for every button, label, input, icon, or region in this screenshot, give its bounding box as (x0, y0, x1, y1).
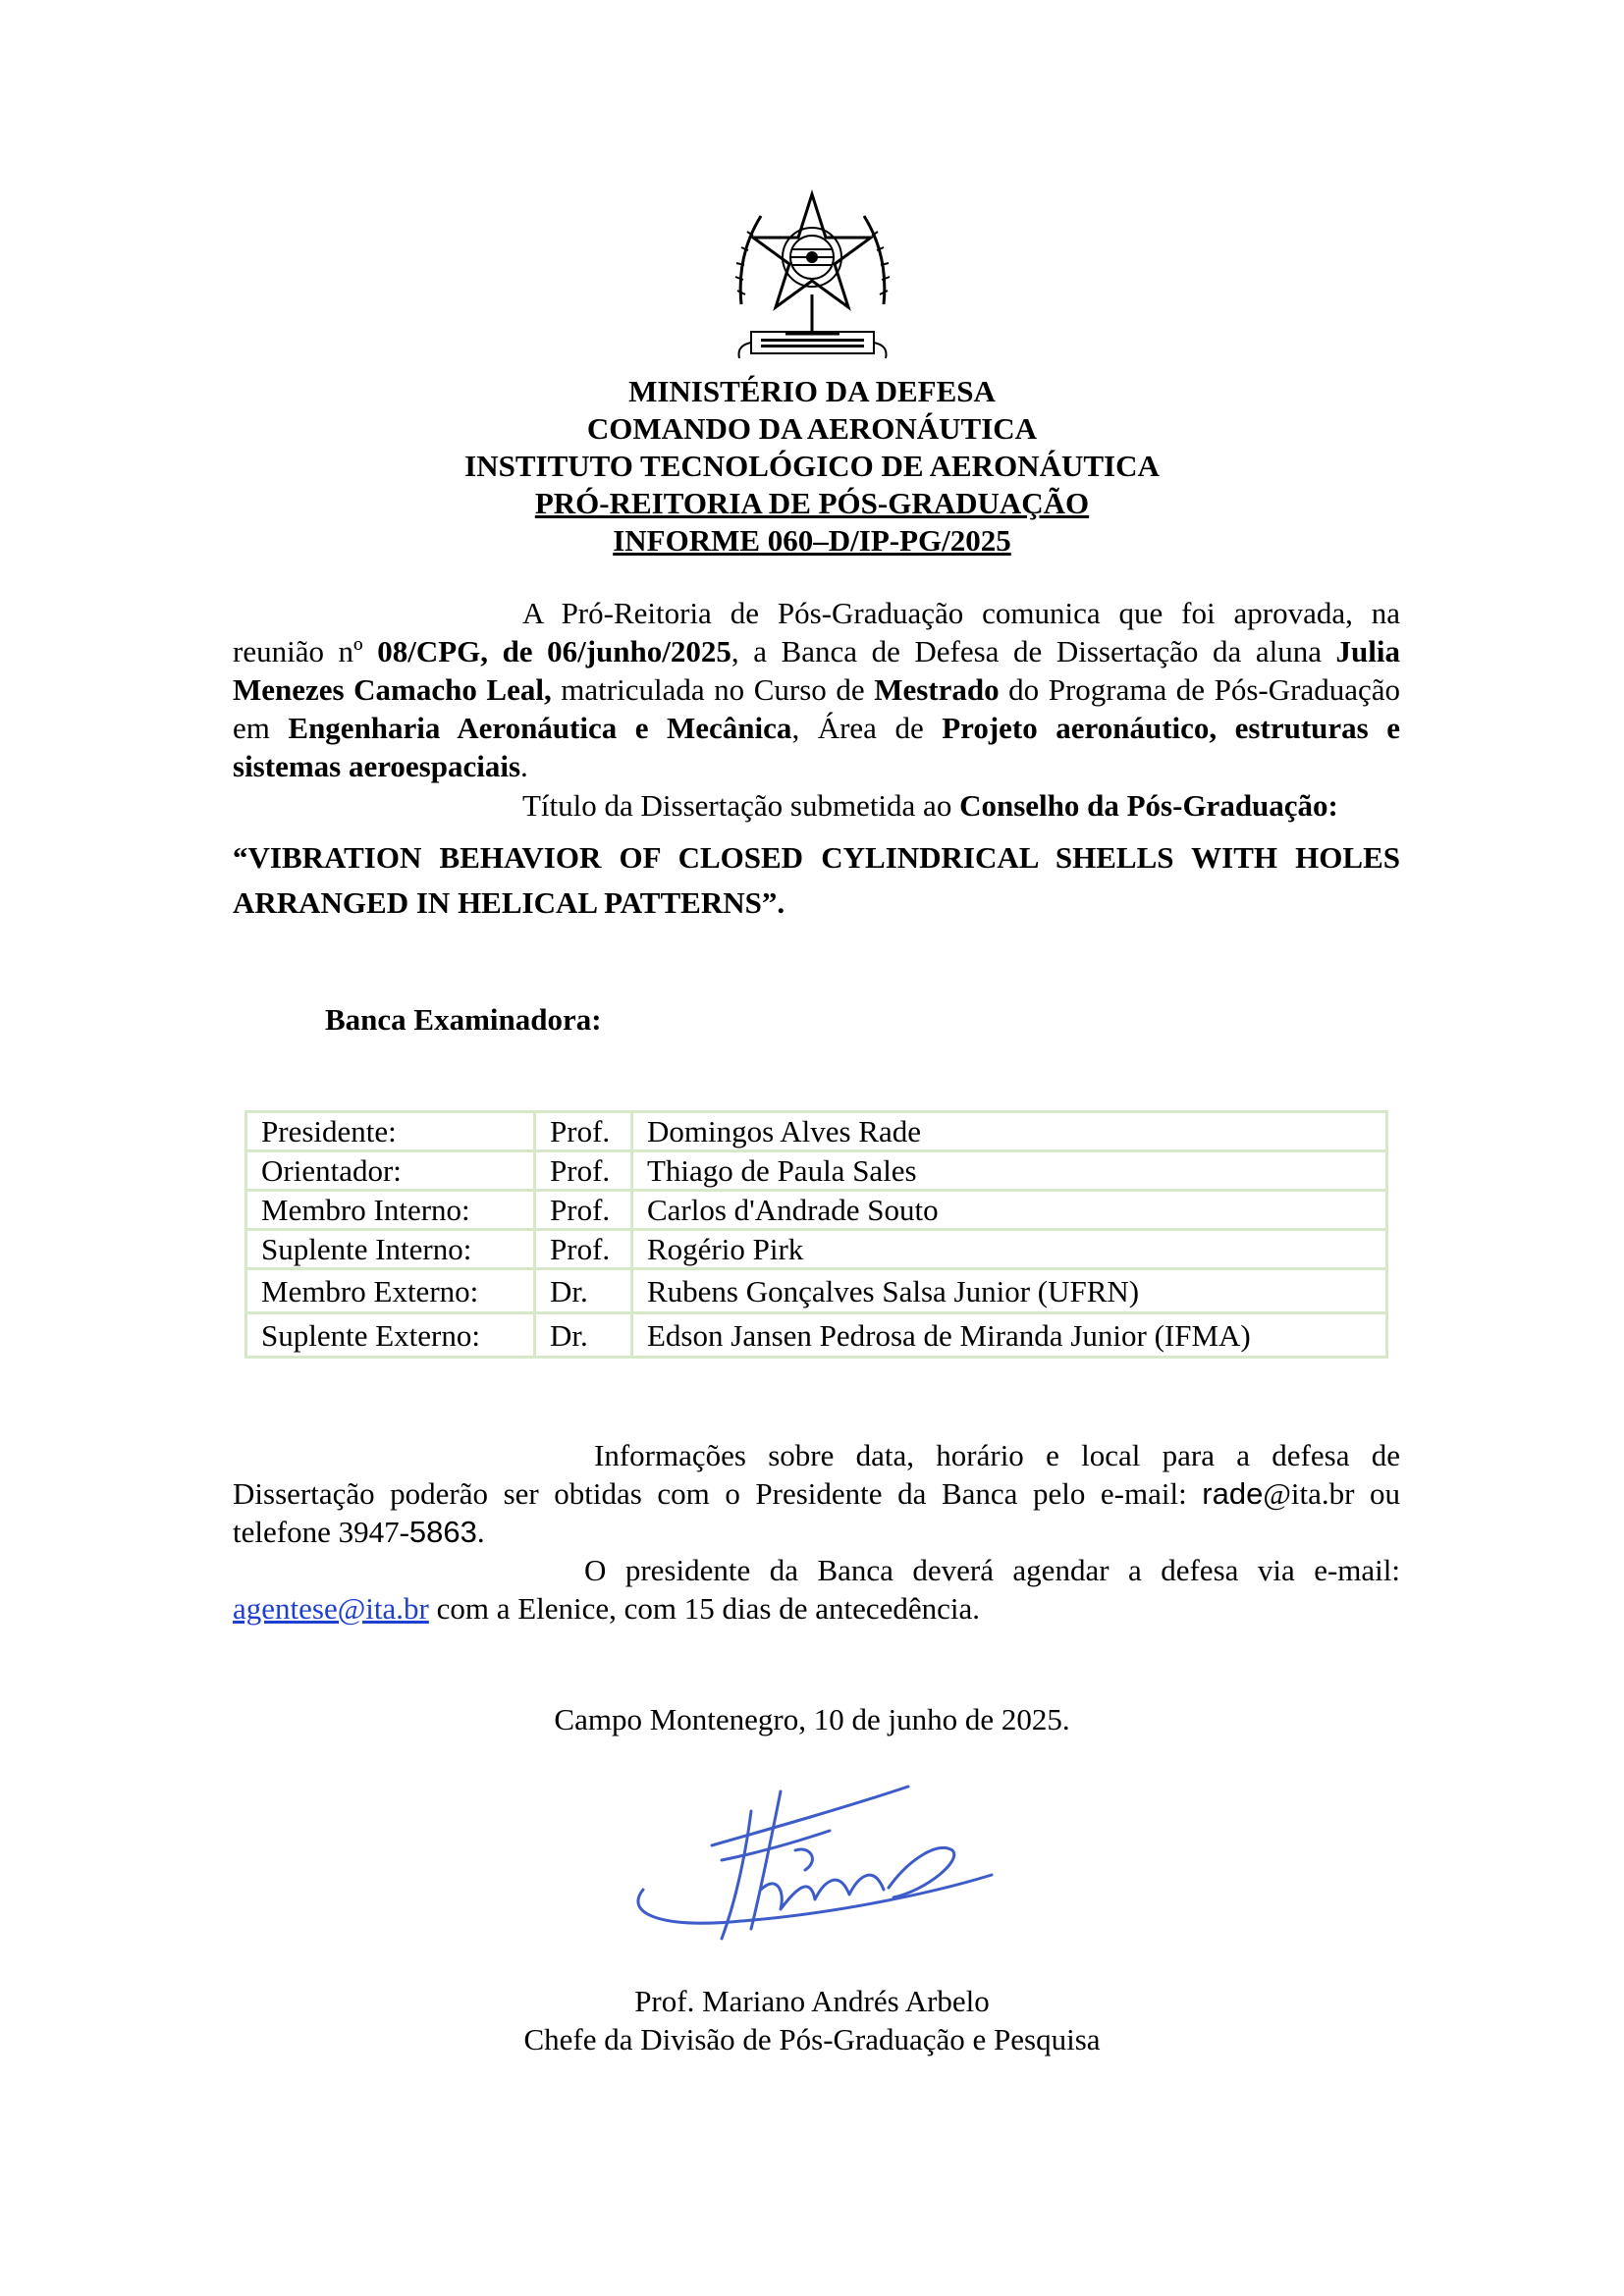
board-title: Prof. (535, 1151, 632, 1191)
table-row (246, 1151, 1387, 1191)
board-title: Dr. (535, 1269, 632, 1313)
schedule-paragraph: O presidente da Banca deverá agendar a defesa via e-mail: agentese@ita.br com a Elenice, com 15 dias de antecedência. (233, 1553, 1400, 1626)
student-name: Julia Menezes Camacho Leal, (233, 634, 1400, 707)
ministry-heading: MINISTÉRIO DA DEFESA (628, 374, 996, 408)
board-member-name: Rubens Gonçalves Salsa Junior (UFRN) (632, 1269, 1387, 1313)
table-row (246, 1313, 1387, 1358)
board-member-name: Thiago de Paula Sales (632, 1151, 1387, 1191)
board-role: Presidente: (246, 1112, 535, 1151)
meeting-reference: 08/CPG, de 06/junho/2025 (377, 634, 731, 668)
board-member-name: Carlos d'Andrade Souto (632, 1191, 1387, 1230)
board-role: Suplente Interno: (246, 1230, 535, 1269)
program-name: Engenharia Aeronáutica e Mecânica (288, 711, 792, 745)
approval-paragraph: A Pró-Reitoria de Pós-Graduação comunica que foi aprovada, na reunião nº 08/CPG, de 06/junho/2025, a Banca de Defesa de Dissertação da aluna Julia Menezes Camacho Leal, matriculada no Curso de Mestrado do Programa de Pós-Graduação em Engenharia Aeronáutica e Mecânica, Área de Projeto aeronáutico, estruturas e sistemas aeroespaciais. (233, 596, 1400, 783)
place-and-date: Campo Montenegro, 10 de junho de 2025. (554, 1702, 1070, 1736)
board-role: Suplente Externo: (246, 1313, 535, 1358)
table-row (246, 1230, 1387, 1269)
course-name: Mestrado (874, 672, 1000, 707)
contact-phone-suffix: 5863 (408, 1515, 477, 1549)
board-role: Orientador: (246, 1151, 535, 1191)
title-intro-line: Título da Dissertação submetida ao Conselho da Pós-Graduação: (522, 788, 1338, 823)
council-name: Conselho da Pós-Graduação: (959, 788, 1338, 823)
board-title: Prof. (535, 1191, 632, 1230)
scheduling-email-link[interactable]: agentese@ita.br (233, 1591, 429, 1626)
signer-name: Prof. Mariano Andrés Arbelo (634, 1984, 990, 2018)
examining-board-table (244, 1110, 1388, 1359)
board-title: Prof. (535, 1230, 632, 1269)
thesis-title: “VIBRATION BEHAVIOR OF CLOSED CYLINDRICAL SHELLS WITH HOLES ARRANGED IN HELICAL PATTERNS”. (233, 840, 1400, 920)
board-title: Dr. (535, 1313, 632, 1358)
area-name: Projeto aeronáutico, estruturas e sistemas aeroespaciais (233, 711, 1400, 783)
institute-heading: INSTITUTO TECNOLÓGICO DE AERONÁUTICA (464, 449, 1160, 483)
board-member-name: Domingos Alves Rade (632, 1112, 1387, 1151)
table-row (246, 1191, 1387, 1230)
signer-block (0, 1982, 1624, 2058)
board-member-name: Edson Jansen Pedrosa de Miranda Junior (IFMA) (632, 1313, 1387, 1358)
handwritten-signature (614, 1782, 1016, 1953)
contact-email-domain: @ita.br (1263, 1476, 1355, 1511)
board-role: Membro Interno: (246, 1191, 535, 1230)
board-role: Membro Externo: (246, 1269, 535, 1313)
table-row (246, 1112, 1387, 1151)
table-row (246, 1269, 1387, 1313)
pro-rectory-heading: PRÓ-REITORIA DE PÓS-GRADUAÇÃO (534, 486, 1090, 520)
national-coat-of-arms-emblem (731, 187, 893, 373)
info-paragraph: Informações sobre data, horário e local para a defesa de Dissertação poderão ser obtidas com o Presidente da Banca pelo e-mail: rade@ita.br ou telefone 3947-5863. (233, 1438, 1400, 1549)
document-header (0, 373, 1624, 560)
command-heading: COMANDO DA AERONÁUTICA (586, 411, 1038, 446)
board-member-name: Rogério Pirk (632, 1230, 1387, 1269)
board-title: Prof. (535, 1112, 632, 1151)
board-label: Banca Examinadora: (325, 1002, 602, 1037)
signer-position: Chefe da Divisão de Pós-Graduação e Pesquisa (523, 2022, 1101, 2056)
contact-email-user: rade (1202, 1476, 1264, 1511)
report-number: INFORME 060–D/IP-PG/2025 (613, 523, 1011, 558)
